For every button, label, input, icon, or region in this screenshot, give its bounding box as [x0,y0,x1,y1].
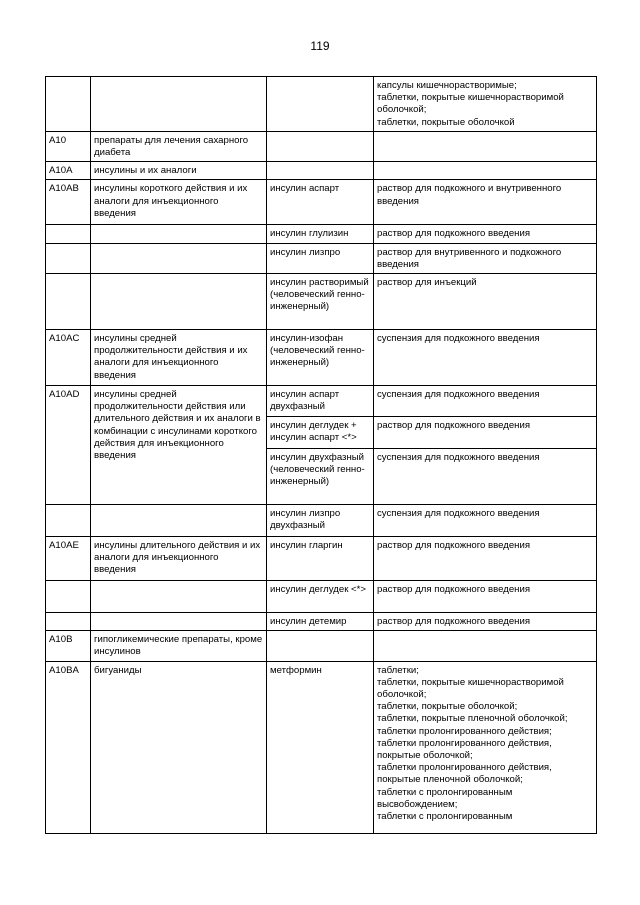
atc-code-cell: A10A [46,162,91,180]
group-name-cell: гипогликемические препараты, кроме инсулинов [91,631,267,661]
inn-cell: инсулин деглудек + инсулин аспарт <*> [267,417,374,449]
dosage-form-cell [374,162,597,180]
inn-cell: инсулин лизпро двухфазный [267,505,374,537]
table-row [46,330,597,386]
dosage-form-cell: раствор для подкожного введения [374,613,597,631]
atc-code-cell: A10BA [46,661,91,833]
inn-cell: инсулин аспарт двухфазный [267,386,374,417]
atc-code-cell [46,613,91,631]
dosage-form-cell: суспензия для подкожного введения [374,449,597,505]
inn-cell: инсулин деглудек <*> [267,581,374,613]
dosage-form-cell: раствор для подкожного и внутривенного введения [374,180,597,225]
drug-table-body [46,77,597,834]
inn-cell: инсулин глулизин [267,225,374,243]
dosage-form-cell: раствор для инъекций [374,274,597,330]
table-row [46,180,597,225]
dosage-form-cell [374,131,597,161]
table-row [46,131,597,161]
group-name-cell: инсулины длительного действия и их аналоги для инъекционного введения [91,537,267,581]
inn-cell: инсулин-изофан (человеческий генно-инженерный) [267,330,374,386]
dosage-form-cell: раствор для подкожного введения [374,225,597,243]
table-row [46,631,597,661]
inn-cell: инсулин лизпро [267,243,374,273]
group-name-cell: бигуаниды [91,661,267,833]
group-name-cell: инсулины короткого действия и их аналоги для инъекционного введения [91,180,267,225]
inn-cell: инсулин детемир [267,613,374,631]
dosage-form-cell: суспензия для подкожного введения [374,330,597,386]
atc-code-cell [46,243,91,273]
atc-code-cell: A10 [46,131,91,161]
group-name-cell: инсулины средней продолжительности действия и их аналоги для инъекционного введения [91,330,267,386]
atc-code-cell [46,581,91,613]
table-row [46,505,597,537]
dosage-form-cell: раствор для подкожного введения [374,581,597,613]
atc-code-cell: A10B [46,631,91,661]
dosage-form-cell: раствор для подкожного введения [374,417,597,449]
dosage-form-cell: раствор для внутривенного и подкожного введения [374,243,597,273]
dosage-form-cell: суспензия для подкожного введения [374,386,597,417]
page-number: 119 [310,39,330,53]
table-row [46,386,597,417]
table-row [46,274,597,330]
group-name-cell [91,613,267,631]
group-name-cell [91,243,267,273]
table-row [46,77,597,132]
atc-code-cell: A10AC [46,330,91,386]
atc-code-cell: A10AE [46,537,91,581]
inn-cell: метформин [267,661,374,833]
table-row [46,613,597,631]
table-row [46,537,597,581]
atc-code-cell [46,77,91,132]
group-name-cell: препараты для лечения сахарного диабета [91,131,267,161]
inn-cell: инсулин гларгин [267,537,374,581]
group-name-cell [91,505,267,537]
inn-cell: инсулин двухфазный (человеческий генно-инженерный) [267,449,374,505]
table-row [46,225,597,243]
inn-cell [267,162,374,180]
group-name-cell: инсулины и их аналоги [91,162,267,180]
dosage-form-cell: таблетки; таблетки, покрытые кишечнорастворимой оболочкой; таблетки, покрытые оболочкой; таблетки, покрытые пленочной оболочкой; таблетки пролонгированного действия; таблетки пролонгированного действия, покрытые оболочкой; таблетки пролонгированного действия, покрытые пленочной оболочкой; таблетки с пролонгированным высвобождением; таблетки с пролонгированным [374,661,597,833]
atc-code-cell [46,225,91,243]
group-name-cell [91,581,267,613]
table-row [46,162,597,180]
atc-code-cell: A10AB [46,180,91,225]
group-name-cell [91,77,267,132]
atc-code-cell: A10AD [46,386,91,505]
inn-cell [267,77,374,132]
inn-cell [267,631,374,661]
group-name-cell [91,274,267,330]
table-row [46,581,597,613]
drug-table [45,76,597,834]
dosage-form-cell: капсулы кишечнорастворимые; таблетки, покрытые кишечнорастворимой оболочкой; таблетки, покрытые оболочкой [374,77,597,132]
atc-code-cell [46,505,91,537]
dosage-form-cell: суспензия для подкожного введения [374,505,597,537]
inn-cell: инсулин аспарт [267,180,374,225]
table-row [46,661,597,833]
dosage-form-cell: раствор для подкожного введения [374,537,597,581]
group-name-cell: инсулины средней продолжительности действия или длительного действия и их аналоги в комбинации с инсулинами короткого действия для инъекционного введения [91,386,267,505]
table-row [46,243,597,273]
atc-code-cell [46,274,91,330]
dosage-form-cell [374,631,597,661]
inn-cell [267,131,374,161]
inn-cell: инсулин растворимый (человеческий генно-инженерный) [267,274,374,330]
group-name-cell [91,225,267,243]
